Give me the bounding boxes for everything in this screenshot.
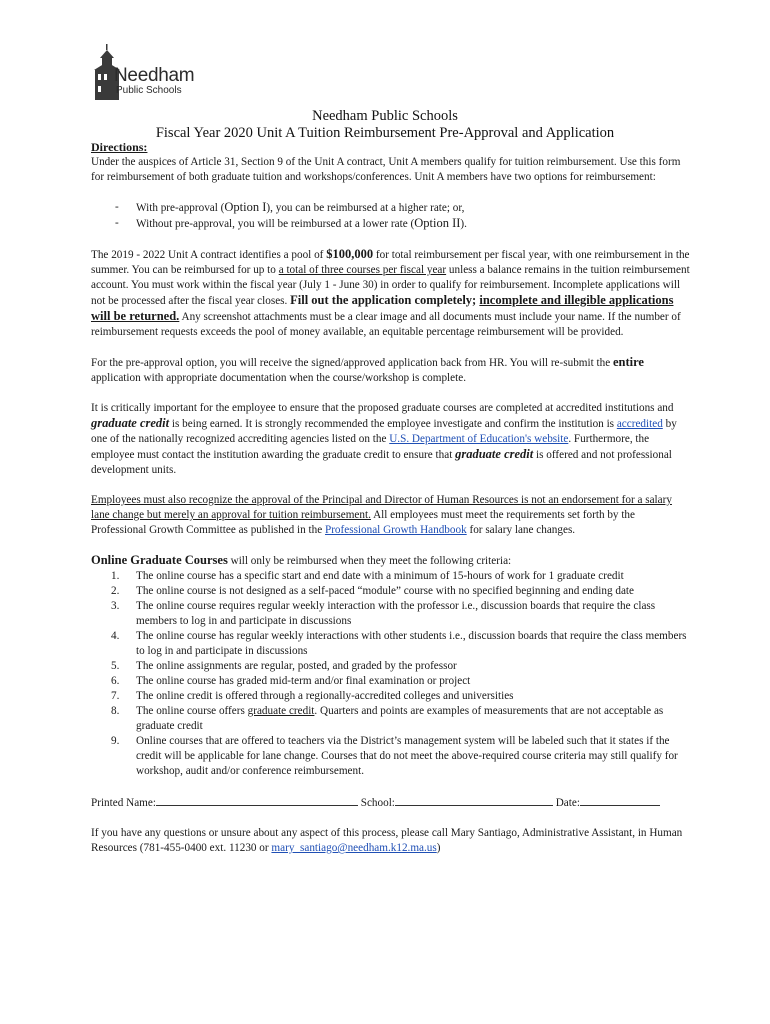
school-field[interactable] [395,794,553,806]
option-item: - Without pre-approval, you will be reimbursed at a lower rate (Option II). [115,216,467,230]
document-subtitle: Fiscal Year 2020 Unit A Tuition Reimbursement Pre-Approval and Application [155,125,615,141]
directions-heading: Directions: [91,140,148,154]
signature-line [91,794,691,811]
preapproval-paragraph: For the pre-approval option, you will receive the signed/approved application back from HR. You will re-submit the entire application with appropriate documentation when the course/workshop is complete. [91,355,644,384]
document-title: Needham Public Schools [312,108,458,124]
date-label: Date: [555,797,580,809]
list-item: 8. The online course offers graduate credit. Quarters and points are examples of measurements that are not acceptable as graduate credit [111,705,664,732]
list-item: 1. The online course has a specific start and end date with a minimum of 15-hours of work for 1 graduate credit [111,570,624,582]
online-courses-intro: Online Graduate Courses will only be reimbursed when they meet the following criteria: [91,553,512,567]
school-label: School: [360,797,395,809]
endorsement-paragraph: Employees must also recognize the approval of the Principal and Director of Human Resources is not an endorsement for a salary lane change but merely an approval for tuition reimbursement. All employees must meet the requirements set forth by the Professional Growth Committee as published in the Professional Growth Handbook for salary lane changes. [91,494,672,536]
date-field[interactable] [580,794,660,806]
criteria-list [91,569,691,779]
accredited-link[interactable]: accredited [616,418,663,430]
logo-name: Needham [114,65,195,86]
printed-name-label: Printed Name: [91,797,156,809]
list-item: 2. The online course is not designed as a self-paced “module” course with no specified beginning and ending date [111,585,634,597]
directions-intro: Under the auspices of Article 31, Section 9 of the Unit A contract, Unit A members qualify for tuition reimbursement. Use this form for reimbursement of both graduate tuition and workshops/conferences. Unit A members have two options for reimbursement: [91,156,681,183]
contract-paragraph: The 2019 - 2022 Unit A contract identifies a pool of $100,000 for total reimbursement per fiscal year, with one reimbursement in the summer. You can be reimbursed for up to a total of three courses per fiscal year unless a balance remains in the tuition reimbursement account. You must work within the fiscal year (July 1 - June 30) in order to qualify for reimbursement. Incomplete applications will not be processed after the fiscal year closes. Fill out the application completely; incomplete and illegible applications will be returned. Any screenshot attachments must be a clear image and all documents must include your name. If the number of reimbursement requests exceeds the pool of money available, an equitable percentage reimbursement will be provided. [91,247,690,338]
list-item: 7. The online credit is offered through a regionally-accredited colleges and universities [111,690,514,702]
document-body [91,140,691,856]
list-item: 6. The online course has graded mid-term and/or final examination or project [111,675,471,687]
list-item: 3. The online course requires regular weekly interaction with the professor i.e., discussion boards that require the class members to log in and participate in discussions [111,600,656,627]
list-item: 9. Online courses that are offered to teachers via the District’s management system will be labeled such that it states if the credit will be applicable for lane change. Courses that do not meet the above-required course criteria may still qualify for workshop, audit and/or conference reimbursement. [111,735,678,777]
printed-name-field[interactable] [156,794,358,806]
email-link[interactable]: mary_santiago@needham.k12.ma.us [271,842,437,854]
option-item: - With pre-approval (Option I), you can be reimbursed at a higher rate; or, [115,200,465,214]
us-dept-education-link[interactable]: U.S. Department of Education's website [389,433,569,445]
accreditation-paragraph: It is critically important for the employee to ensure that the proposed graduate courses are completed at accredited institutions and graduate credit is being earned. It is strongly recommended the employee investigate and confirm the institution is accredited by one of the nationally recognized accrediting agencies listed on the U.S. Department of Education's website. Furthermore, the employee must contact the institution awarding the graduate credit to ensure that graduate credit is offered and not professional development units. [91,402,677,476]
contact-paragraph: If you have any questions or unsure about any aspect of this process, please call Mary Santiago, Administrative Assistant, in Human Resources (781-455-0400 ext. 11230 or mary_santiago@needham.k12.ma.us) [91,827,683,854]
needham-logo [92,44,202,102]
list-item: 4. The online course has regular weekly interactions with other students i.e., discussion boards that require the class members to log in and participate in discussions [111,630,687,657]
growth-handbook-link[interactable]: Professional Growth Handbook [324,524,467,536]
list-item: 5. The online assignments are regular, posted, and graded by the professor [111,660,457,672]
logo-subtitle: Public Schools [116,85,182,96]
